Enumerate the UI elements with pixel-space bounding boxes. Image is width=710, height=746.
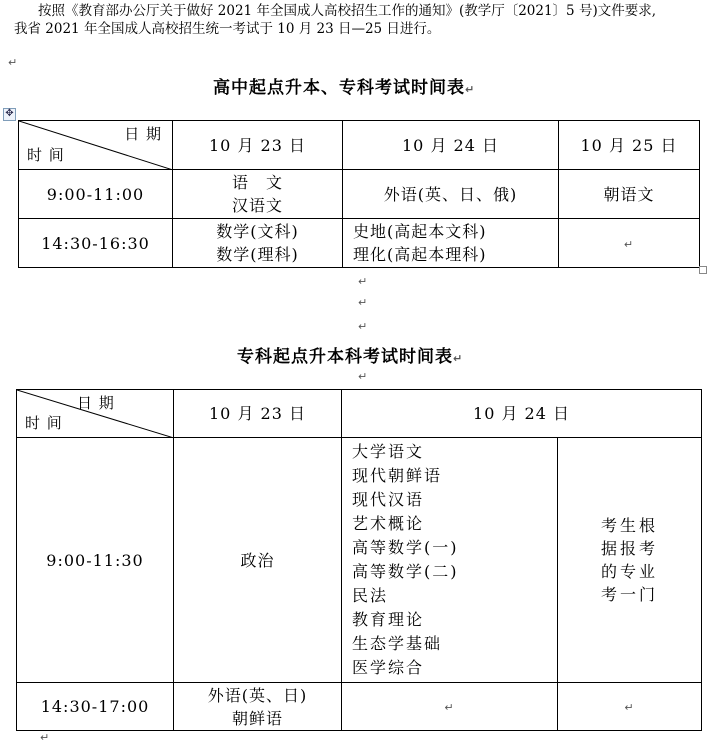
table2-cell-r1-d23: 政治 (174, 438, 342, 683)
list-item: 现代朝鲜语 (352, 466, 443, 485)
table1-corner-cell (19, 121, 173, 170)
table1-header-d24: 10 月 24 日 (343, 121, 559, 170)
list-item: 艺术概论 (352, 514, 425, 533)
table1-cell-r1-d25: 朝语文 (559, 170, 700, 219)
paragraph-mark: ↵ (8, 56, 18, 69)
paragraph-mark: ↵ (358, 370, 368, 383)
table2-cell-r2-d23: 外语(英、日) 朝鲜语 (174, 683, 342, 731)
table1-time-2: 14:30-16:30 (19, 219, 173, 268)
table1-cell-r1-d23: 语 文 汉语文 (173, 170, 343, 219)
list-item: 现代汉语 (352, 490, 425, 509)
intro-line-1: 按照《教育部办公厅关于做好 2021 年全国成人高校招生工作的通知》(教学厅〔2021〕5 号)文件要求, (38, 3, 656, 19)
table1-header-d23: 10 月 23 日 (173, 121, 343, 170)
table1-cell-r2-d24: 史地(高起本文科) 理化(高起本理科) (343, 219, 559, 268)
paragraph-mark: ↵ (358, 320, 368, 333)
table2-time-1: 9:00-11:30 (17, 438, 174, 683)
list-item: 高等数学(二) (352, 562, 459, 581)
corner-time-label: 时 间 (25, 414, 63, 432)
table2 (16, 389, 702, 731)
list-item: 医学综合 (352, 658, 425, 677)
table2-note-cell: 考生根 据报考 的专业 考一门 (558, 438, 702, 683)
table2-header-d24: 10 月 24 日 (342, 390, 702, 438)
corner-time-label: 时 间 (27, 146, 65, 164)
paragraph-mark: ↵ (40, 731, 50, 744)
table1 (18, 120, 700, 268)
corner-date-label: 日 期 (77, 394, 115, 412)
paragraph-mark: ↵ (358, 275, 368, 288)
list-item: 生态学基础 (352, 634, 443, 653)
table2-cell-r2-d24a: ↵ (342, 683, 558, 731)
table1-cell-r2-d25: ↵ (559, 219, 700, 268)
list-item: 民法 (352, 586, 389, 605)
table2-title: 专科起点升本科考试时间表↵ (237, 347, 464, 367)
table2-time-2: 14:30-17:00 (17, 683, 174, 731)
table1-cell-r2-d23: 数学(文科) 数学(理科) (173, 219, 343, 268)
corner-date-label: 日 期 (124, 125, 162, 143)
table-move-handle-icon[interactable]: ✥ (3, 108, 16, 121)
list-item: 高等数学(一) (352, 538, 459, 557)
table-resize-handle[interactable] (699, 266, 707, 274)
list-item: 大学语文 (352, 442, 425, 461)
list-item: 教育理论 (352, 610, 425, 629)
intro-paragraph (0, 2, 710, 38)
intro-line-2: 我省 2021 年全国成人高校招生统一考试于 10 月 23 日—25 日进行。 (14, 21, 441, 37)
table1-title: 高中起点升本、专科考试时间表↵ (213, 78, 476, 98)
paragraph-mark: ↵ (358, 296, 368, 309)
table2-corner-cell (17, 390, 174, 438)
table1-cell-r1-d24: 外语(英、日、俄) (343, 170, 559, 219)
table1-header-d25: 10 月 25 日 (559, 121, 700, 170)
table1-time-1: 9:00-11:00 (19, 170, 173, 219)
table2-cell-r2-d24b: ↵ (558, 683, 702, 731)
table2-subject-list (342, 438, 558, 683)
table2-header-d23: 10 月 23 日 (174, 390, 342, 438)
